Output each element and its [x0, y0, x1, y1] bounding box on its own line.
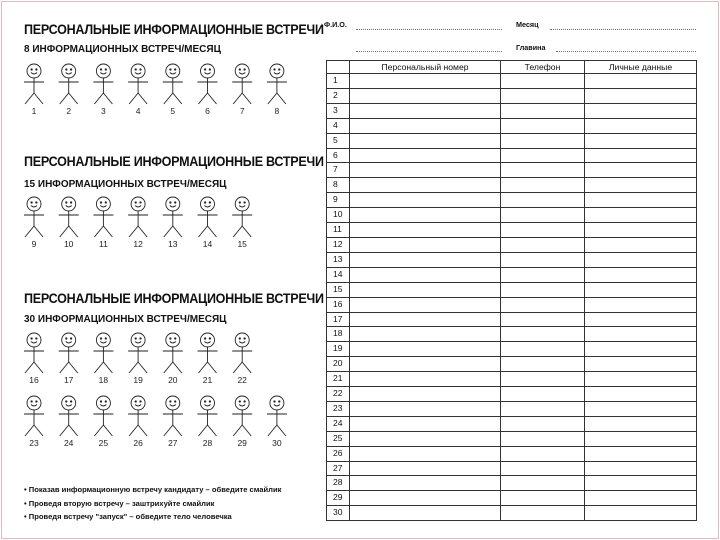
personal-number-cell[interactable] [350, 252, 501, 267]
phone-cell[interactable] [501, 491, 585, 506]
table-row [327, 118, 697, 133]
instruction-2: • Проведя вторую встречу – заштрихуйте смайлик [24, 498, 215, 508]
table-row [327, 267, 697, 282]
phone-cell[interactable] [501, 282, 585, 297]
table-row [327, 88, 697, 103]
personal-number-cell[interactable] [350, 416, 501, 431]
figure-row-graphic [14, 193, 304, 239]
figure-number: 11 [98, 239, 108, 249]
stick-figure-smiley-icon[interactable] [24, 197, 44, 237]
phone-cell[interactable] [501, 372, 585, 387]
personal-number-cell[interactable] [350, 133, 501, 148]
table-row [327, 401, 697, 416]
phone-cell[interactable] [501, 297, 585, 312]
personal-data-cell[interactable] [585, 282, 697, 297]
row-number: 22 [327, 387, 350, 402]
section-title-3: ПЕРСОНАЛЬНЫЕ ИНФОРМАЦИОННЫЕ ВСТРЕЧИ [24, 291, 324, 306]
month-label: Месяц [516, 20, 539, 29]
stick-figure-smiley-icon[interactable] [93, 396, 113, 436]
phone-cell[interactable] [501, 267, 585, 282]
figure-number: 26 [133, 438, 143, 448]
phone-cell[interactable] [501, 401, 585, 416]
stick-figure-smiley-icon[interactable] [198, 396, 218, 436]
phone-cell[interactable] [501, 327, 585, 342]
personal-number-cell[interactable] [350, 372, 501, 387]
figure-row-1 [14, 60, 304, 118]
table-header-row [327, 61, 697, 74]
figure-number: 1 [31, 106, 37, 116]
table-row [327, 446, 697, 461]
personal-data-cell[interactable] [585, 387, 697, 402]
figure-number: 22 [237, 375, 247, 385]
personal-data-cell[interactable] [585, 237, 697, 252]
row-number: 25 [327, 431, 350, 446]
personal-data-cell[interactable] [585, 491, 697, 506]
figure-number: 30 [272, 438, 282, 448]
stick-figure-smiley-icon[interactable] [128, 197, 148, 237]
stick-figure-smiley-icon[interactable] [198, 333, 218, 373]
figure-row-2 [14, 193, 304, 251]
personal-data-cell[interactable] [585, 342, 697, 357]
personal-data-cell[interactable] [585, 208, 697, 223]
phone-cell[interactable] [501, 88, 585, 103]
row-number: 18 [327, 327, 350, 342]
phone-cell[interactable] [501, 357, 585, 372]
stick-figure-smiley-icon[interactable] [93, 197, 113, 237]
personal-data-cell[interactable] [585, 372, 697, 387]
personal-number-cell[interactable] [350, 357, 501, 372]
table-row [327, 297, 697, 312]
phone-cell[interactable] [501, 387, 585, 402]
stick-figure-smiley-icon[interactable] [59, 64, 79, 104]
leader-field[interactable] [556, 50, 696, 52]
table-row [327, 133, 697, 148]
figure-number: 19 [133, 375, 143, 385]
row-number: 21 [327, 372, 350, 387]
stick-figure-smiley-icon[interactable] [128, 64, 148, 104]
personal-number-cell[interactable] [350, 163, 501, 178]
figure-number: 27 [168, 438, 178, 448]
instruction-3: • Проведя встречу "запуск" – обведите тело человечка [24, 512, 232, 521]
stick-figure-smiley-icon[interactable] [232, 197, 252, 237]
stick-figure-smiley-icon[interactable] [59, 333, 79, 373]
personal-number-cell[interactable] [350, 118, 501, 133]
personal-number-cell[interactable] [350, 342, 501, 357]
table-row [327, 223, 697, 238]
stick-figure-smiley-icon[interactable] [232, 333, 252, 373]
stick-figure-smiley-icon[interactable] [232, 64, 252, 104]
section-subtitle-1: 8 ИНФОРМАЦИОННЫХ ВСТРЕЧ/МЕСЯЦ [24, 44, 221, 55]
phone-cell[interactable] [501, 223, 585, 238]
month-field[interactable] [550, 28, 696, 30]
personal-data-cell[interactable] [585, 193, 697, 208]
table-row [327, 208, 697, 223]
row-number: 24 [327, 416, 350, 431]
row-number: 5 [327, 133, 350, 148]
stick-figure-smiley-icon[interactable] [163, 396, 183, 436]
personal-data-cell[interactable] [585, 431, 697, 446]
figure-row-4 [14, 392, 304, 450]
figure-number: 23 [29, 438, 39, 448]
phone-cell[interactable] [501, 506, 585, 521]
table-row [327, 148, 697, 163]
figure-row-graphic [14, 329, 304, 375]
figure-number: 28 [202, 438, 213, 448]
personal-data-cell[interactable] [585, 74, 697, 89]
stick-figure-smiley-icon[interactable] [24, 333, 44, 373]
table-row [327, 416, 697, 431]
fio-field[interactable] [356, 28, 502, 30]
row-number: 13 [327, 252, 350, 267]
row-number: 15 [327, 282, 350, 297]
personal-data-cell[interactable] [585, 133, 697, 148]
figure-number: 10 [63, 239, 74, 249]
col-header-number [327, 61, 350, 74]
personal-number-cell[interactable] [350, 74, 501, 89]
stick-figure-smiley-icon[interactable] [163, 333, 183, 373]
row-number: 11 [327, 223, 350, 238]
table-row [327, 74, 697, 89]
personal-number-cell[interactable] [350, 297, 501, 312]
table-row [327, 476, 697, 491]
row-number: 26 [327, 446, 350, 461]
phone-cell[interactable] [501, 431, 585, 446]
stick-figure-smiley-icon[interactable] [232, 396, 252, 436]
figure-number: 4 [135, 106, 141, 116]
table-row [327, 357, 697, 372]
phone-cell[interactable] [501, 208, 585, 223]
personal-data-cell[interactable] [585, 416, 697, 431]
figure-number: 21 [202, 375, 213, 385]
stick-figure-smiley-icon[interactable] [24, 396, 44, 436]
personal-number-cell[interactable] [350, 312, 501, 327]
leader-label: Главина [516, 43, 546, 52]
stick-figure-smiley-icon[interactable] [24, 64, 44, 104]
table-row [327, 163, 697, 178]
stick-figure-smiley-icon[interactable] [59, 396, 79, 436]
row-number: 19 [327, 342, 350, 357]
figure-number: 24 [63, 438, 74, 448]
personal-number-cell[interactable] [350, 327, 501, 342]
figure-number: 20 [168, 375, 178, 385]
table-row [327, 103, 697, 118]
phone-cell[interactable] [501, 193, 585, 208]
figure-number: 16 [29, 375, 39, 385]
contacts-table [326, 60, 697, 521]
personal-number-cell[interactable] [350, 148, 501, 163]
figure-number: 2 [66, 106, 72, 116]
phone-cell[interactable] [501, 237, 585, 252]
personal-data-cell[interactable] [585, 148, 697, 163]
phone-cell[interactable] [501, 252, 585, 267]
figure-number: 13 [168, 239, 178, 249]
personal-data-cell[interactable] [585, 312, 697, 327]
stick-figure-smiley-icon[interactable] [128, 396, 148, 436]
phone-cell[interactable] [501, 74, 585, 89]
personal-number-cell[interactable] [350, 387, 501, 402]
figure-number: 15 [237, 239, 247, 249]
table-row [327, 387, 697, 402]
stick-figure-smiley-icon[interactable] [198, 64, 218, 104]
figure-number: 8 [274, 106, 280, 116]
figure-number: 9 [31, 239, 37, 249]
figure-number: 14 [202, 239, 213, 249]
stick-figure-smiley-icon[interactable] [163, 197, 183, 237]
phone-cell[interactable] [501, 446, 585, 461]
row-number: 17 [327, 312, 350, 327]
personal-number-cell[interactable] [350, 88, 501, 103]
col-header-personal-data: Личные данные [585, 61, 697, 74]
personal-number-cell[interactable] [350, 446, 501, 461]
personal-data-cell[interactable] [585, 401, 697, 416]
personal-data-cell[interactable] [585, 252, 697, 267]
personal-number-cell[interactable] [350, 103, 501, 118]
phone-cell[interactable] [501, 133, 585, 148]
personal-number-cell[interactable] [350, 476, 501, 491]
phone-cell[interactable] [501, 476, 585, 491]
personal-number-cell[interactable] [350, 431, 501, 446]
row-number: 8 [327, 178, 350, 193]
personal-number-cell[interactable] [350, 401, 501, 416]
personal-data-cell[interactable] [585, 223, 697, 238]
stick-figure-smiley-icon[interactable] [128, 333, 148, 373]
col-header-personal-number: Персональный номер [350, 61, 501, 74]
personal-data-cell[interactable] [585, 103, 697, 118]
stick-figure-smiley-icon[interactable] [267, 396, 287, 436]
table-row [327, 372, 697, 387]
personal-data-cell[interactable] [585, 267, 697, 282]
personal-number-cell[interactable] [350, 208, 501, 223]
row-number: 20 [327, 357, 350, 372]
table-row [327, 431, 697, 446]
phone-cell[interactable] [501, 342, 585, 357]
row-number: 27 [327, 461, 350, 476]
phone-cell[interactable] [501, 416, 585, 431]
figure-number: 12 [133, 239, 143, 249]
table-row [327, 282, 697, 297]
figure-row-graphic [14, 60, 304, 106]
row-number: 4 [327, 118, 350, 133]
figure-number: 5 [170, 106, 176, 116]
table-row [327, 252, 697, 267]
phone-cell[interactable] [501, 312, 585, 327]
table-row [327, 506, 697, 521]
phone-cell[interactable] [501, 178, 585, 193]
row-number: 12 [327, 237, 350, 252]
table-row [327, 491, 697, 506]
personal-data-cell[interactable] [585, 118, 697, 133]
figure-row-graphic [14, 392, 304, 438]
row-number: 10 [327, 208, 350, 223]
personal-data-cell[interactable] [585, 88, 697, 103]
personal-number-cell[interactable] [350, 178, 501, 193]
stick-figure-smiley-icon[interactable] [59, 197, 79, 237]
row-number: 2 [327, 88, 350, 103]
table-row [327, 342, 697, 357]
fio-field-line-2[interactable] [356, 50, 502, 52]
figure-number: 18 [98, 375, 109, 385]
personal-number-cell[interactable] [350, 193, 501, 208]
table-row [327, 178, 697, 193]
table-row [327, 327, 697, 342]
section-title-1: ПЕРСОНАЛЬНЫЕ ИНФОРМАЦИОННЫЕ ВСТРЕЧИ [24, 22, 324, 37]
row-number: 16 [327, 297, 350, 312]
row-number: 14 [327, 267, 350, 282]
phone-cell[interactable] [501, 103, 585, 118]
personal-data-cell[interactable] [585, 446, 697, 461]
section-subtitle-2: 15 ИНФОРМАЦИОННЫХ ВСТРЕЧ/МЕСЯЦ [24, 179, 227, 190]
row-number: 6 [327, 148, 350, 163]
stick-figure-smiley-icon[interactable] [267, 64, 287, 104]
col-header-phone: Телефон [501, 61, 585, 74]
section-subtitle-3: 30 ИНФОРМАЦИОННЫХ ВСТРЕЧ/МЕСЯЦ [24, 314, 227, 325]
personal-data-cell[interactable] [585, 327, 697, 342]
personal-number-cell[interactable] [350, 282, 501, 297]
stick-figure-smiley-icon[interactable] [198, 197, 218, 237]
personal-number-cell[interactable] [350, 506, 501, 521]
figure-number: 3 [101, 106, 106, 116]
personal-number-cell[interactable] [350, 223, 501, 238]
phone-cell[interactable] [501, 148, 585, 163]
row-number: 30 [327, 506, 350, 521]
figure-number: 7 [239, 106, 245, 116]
stick-figure-smiley-icon[interactable] [93, 333, 113, 373]
instructions [24, 483, 314, 524]
personal-number-cell[interactable] [350, 267, 501, 282]
personal-data-cell[interactable] [585, 178, 697, 193]
figure-number: 25 [98, 438, 109, 448]
table-row [327, 237, 697, 252]
table-row [327, 461, 697, 476]
row-number: 29 [327, 491, 350, 506]
personal-data-cell[interactable] [585, 297, 697, 312]
table-row [327, 193, 697, 208]
figure-number: 6 [205, 106, 210, 116]
row-number: 1 [327, 74, 350, 89]
instruction-1: • Показав информационную встречу кандидату – обведите смайлик [24, 485, 282, 494]
personal-number-cell[interactable] [350, 237, 501, 252]
phone-cell[interactable] [501, 461, 585, 476]
table-row [327, 312, 697, 327]
phone-cell[interactable] [501, 118, 585, 133]
row-number: 23 [327, 401, 350, 416]
personal-number-cell[interactable] [350, 491, 501, 506]
row-number: 9 [327, 193, 350, 208]
phone-cell[interactable] [501, 163, 585, 178]
figure-number: 29 [237, 438, 247, 448]
personal-data-cell[interactable] [585, 461, 697, 476]
figure-number: 17 [63, 375, 74, 385]
personal-data-cell[interactable] [585, 357, 697, 372]
personal-data-cell[interactable] [585, 163, 697, 178]
personal-number-cell[interactable] [350, 461, 501, 476]
section-title-2: ПЕРСОНАЛЬНЫЕ ИНФОРМАЦИОННЫЕ ВСТРЕЧИ [24, 154, 324, 169]
stick-figure-smiley-icon[interactable] [93, 64, 113, 104]
figure-row-3 [14, 329, 304, 387]
personal-data-cell[interactable] [585, 476, 697, 491]
row-number: 3 [327, 103, 350, 118]
row-number: 28 [327, 476, 350, 491]
stick-figure-smiley-icon[interactable] [163, 64, 183, 104]
row-number: 7 [327, 163, 350, 178]
personal-data-cell[interactable] [585, 506, 697, 521]
fio-label: Ф.И.О. [324, 20, 347, 29]
